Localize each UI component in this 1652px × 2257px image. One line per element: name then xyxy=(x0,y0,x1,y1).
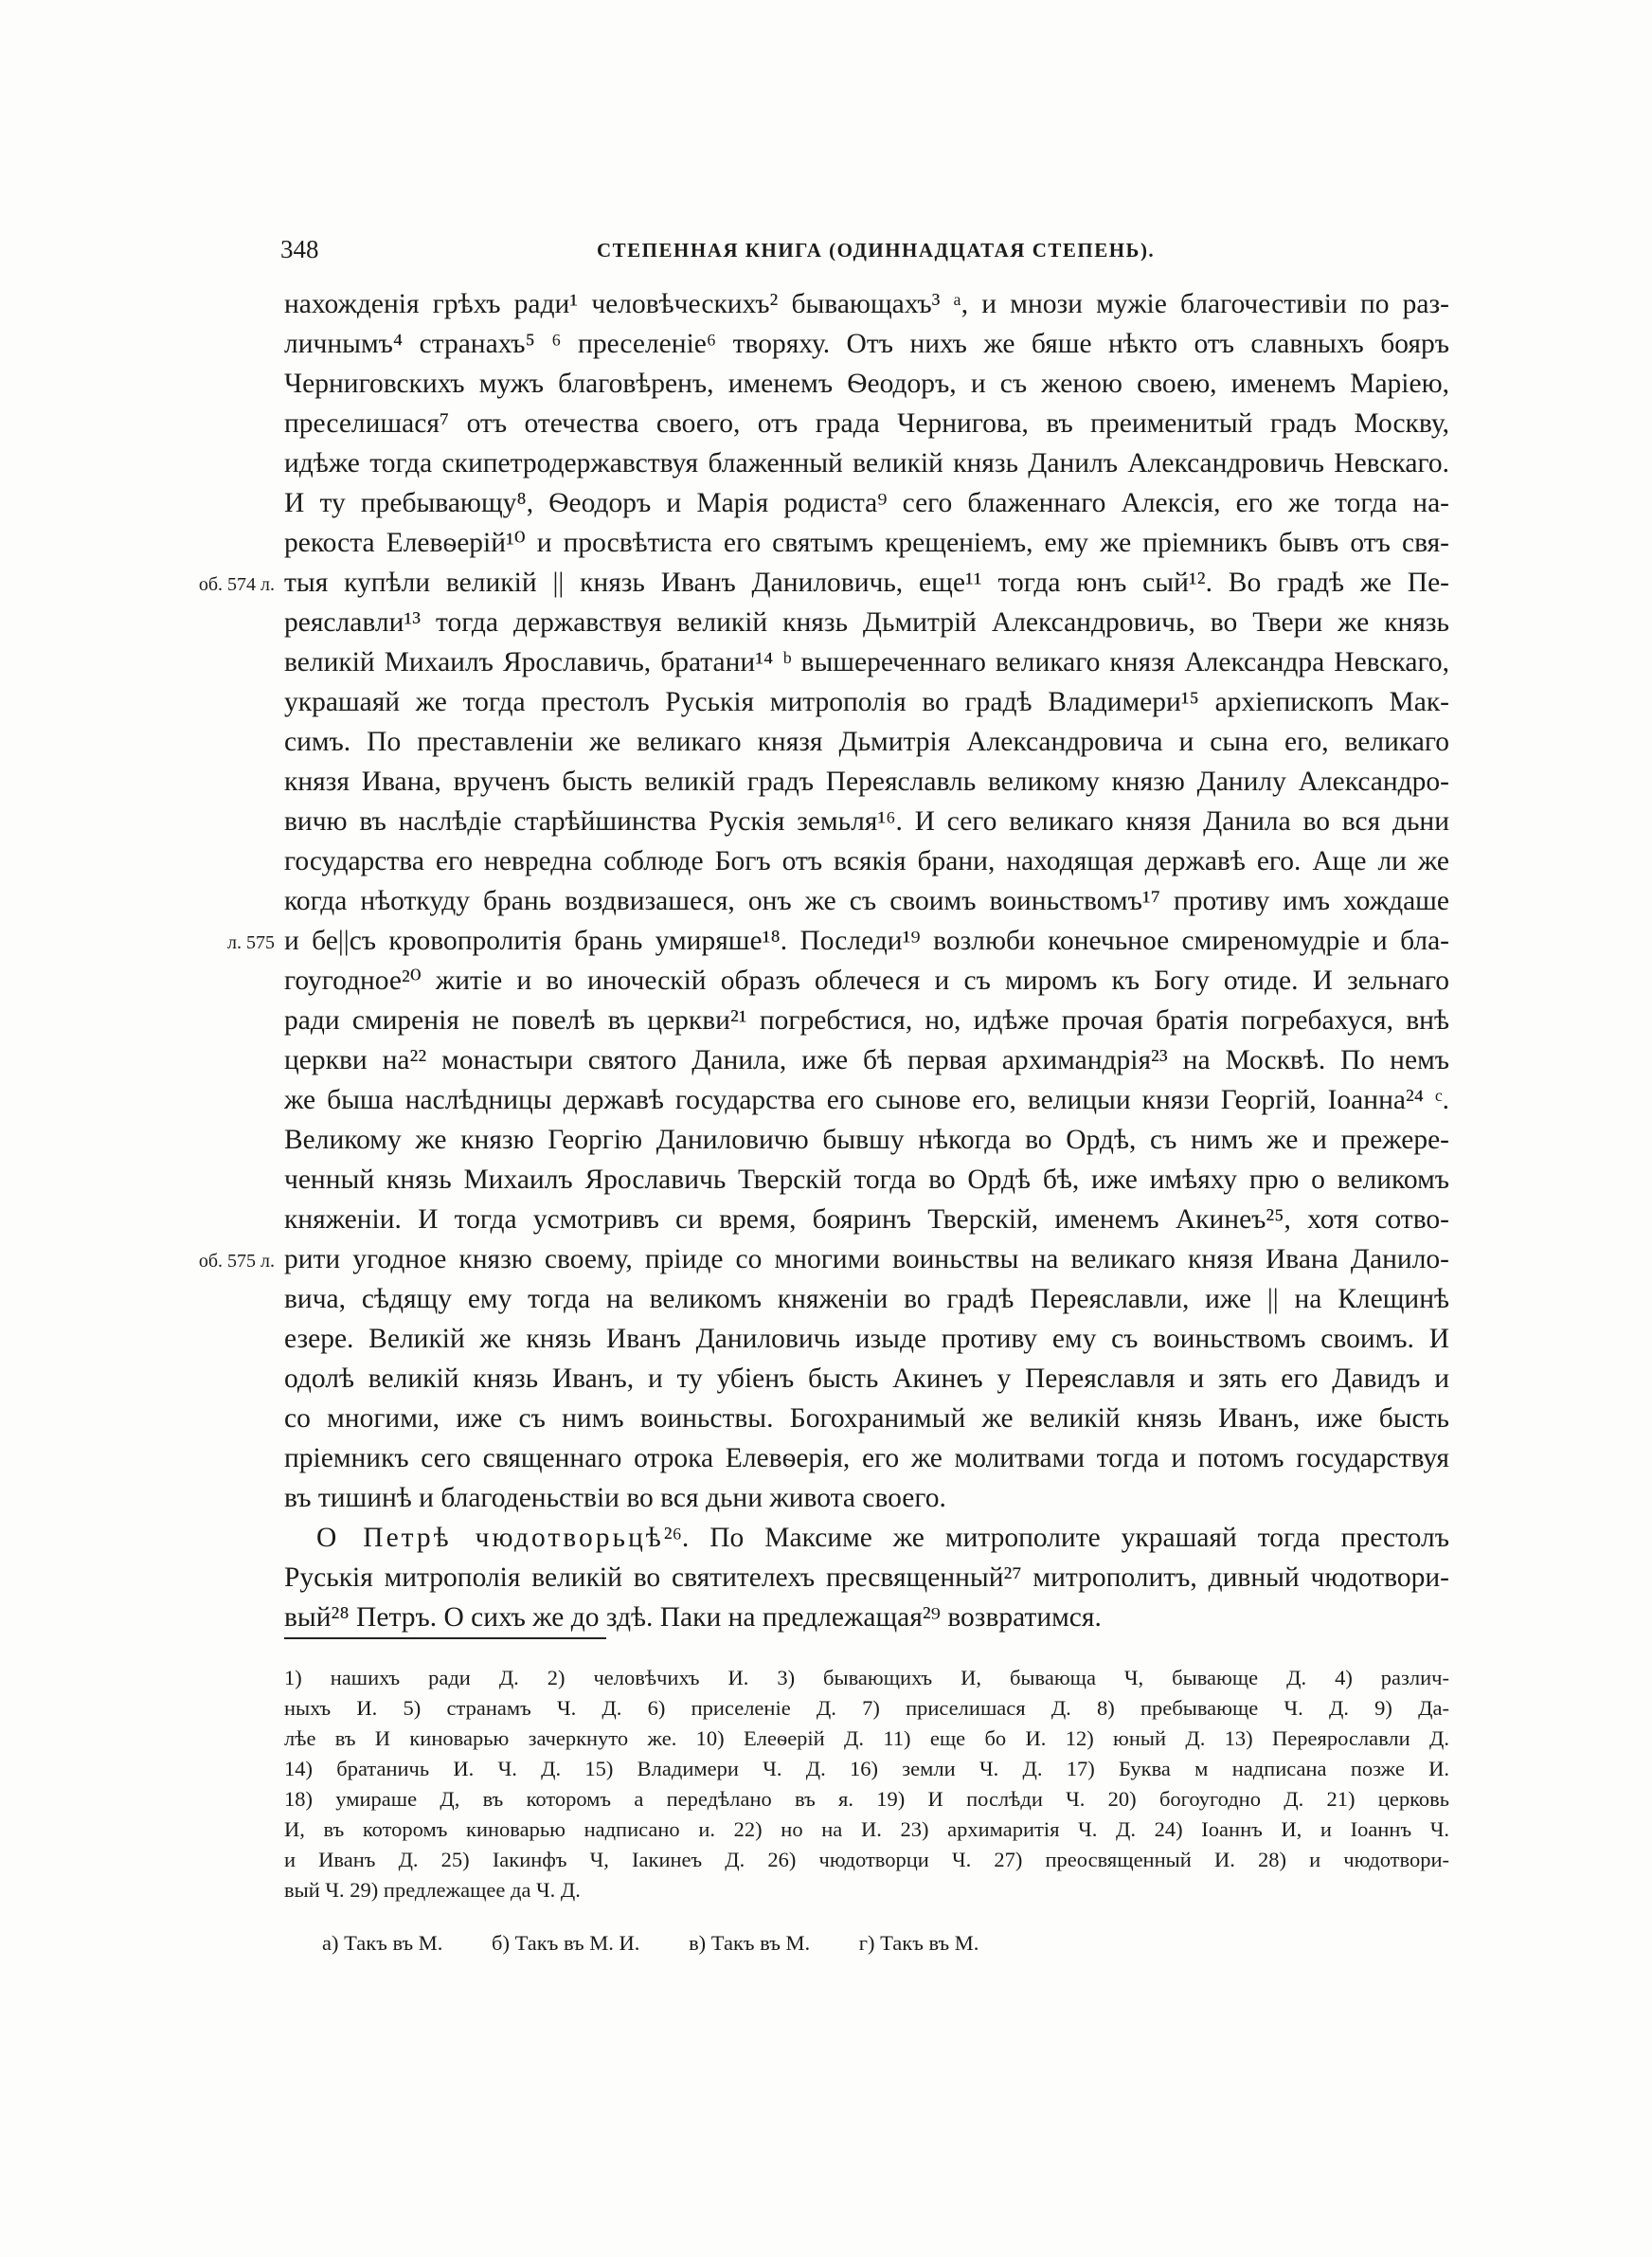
text-line: езере. Великій же князь Иванъ Даниловичь изыде противу ему съ воиньствомъ своимъ. И xyxy=(284,1324,1449,1354)
text-line: рекоста Елевѳерій¹⁰ и просвѣтиста его святымъ крещеніемъ, ему же пріемникъ бывъ отъ свя- xyxy=(284,528,1449,558)
section-heading: О Петрѣ чюдотворьцѣ xyxy=(316,1523,664,1553)
text-line: украшаяй же тогда престолъ Руськія митрополія во градѣ Владимери¹⁵ архіепископъ Мак- xyxy=(284,687,1449,717)
margin-note-575: л. 575 xyxy=(227,932,275,953)
editorial-note: б) Такъ въ М. И. xyxy=(492,1931,640,1955)
text-line: идѣже тогда скипетродержавствуя блаженный великій князь Данилъ Александровичь Невскаго. xyxy=(284,448,1449,478)
footnote-line: 1) нашихъ ради Д. 2) человѣчихъ И. 3) бывающихъ И, бывающа Ч, бывающе Д. 4) различ- xyxy=(284,1666,1449,1689)
text-line: личнымъ⁴ странахъ⁵ ⁶ преселеніе⁶ творяху. Отъ нихъ же бяше нѣкто отъ славныхъ бояръ xyxy=(284,329,1449,359)
footnote-line: 18) умираше Д, въ которомъ а передѣлано въ я. 19) И послѣди Ч. 20) богоугодно Д. 21) церковь xyxy=(284,1787,1449,1811)
text-line: вичю въ наслѣдіе старѣйшинства Рускія земьля¹⁶. И сего великаго князя Данила во вся дьни xyxy=(284,806,1449,837)
text-line: государства его невредна соблюде Богъ отъ всякія брани, находящая державѣ его. Аще ли же xyxy=(284,846,1449,876)
text-line: ради смиренія не повелѣ въ церкви²¹ погребстися, но, идѣже прочая братія погребахуся, внѣ xyxy=(284,1005,1449,1036)
section-line-rest: ²⁶. По Максиме же митрополите украшаяй тогда престолъ xyxy=(663,1523,1449,1553)
running-header: СТЕПЕННАЯ КНИГА (ОДИННАДЦАТАЯ СТЕПЕНЬ). xyxy=(597,239,1156,262)
footnote-rule xyxy=(284,1637,606,1639)
text-line: Руськія митрополія великій во святителехъ пресвященный²⁷ митрополитъ, дивный чюдотвори- xyxy=(284,1562,1449,1593)
text-line: княженіи. И тогда усмотривъ си время, бояринъ Тверскій, именемъ Акинеъ²⁵, хотя сотво- xyxy=(284,1204,1449,1235)
text-line: когда нѣоткуду брань воздвизашеся, онъ же съ своимъ воиньствомъ¹⁷ противу имъ хождаше xyxy=(284,886,1449,916)
editorial-notes xyxy=(322,1931,1022,1956)
text-line: реяславли¹³ тогда державствуя великій князь Дьмитрій Александровичь, во Твери же князь xyxy=(284,607,1449,638)
text-line: въ тишинѣ и благоденьствіи во вся дьни живота своего. xyxy=(284,1483,946,1513)
text-line: И ту пребывающу⁸, Ѳеодоръ и Марія родиста⁹ сего блаженнаго Алексія, его же тогда на- xyxy=(284,488,1449,518)
footnote-line: и Иванъ Д. 25) Іакинфъ Ч, Іакинеъ Д. 26) чюдотворци Ч. 27) преосвященный И. 28) и чюдотвори- xyxy=(284,1848,1449,1871)
footnotes xyxy=(284,1663,1449,1905)
text-line: преселишася⁷ отъ отечества своего, отъ града Чернигова, въ преименитый градъ Москву, xyxy=(284,408,1449,439)
text-line: пріемникъ сего священнаго отрока Елевѳерія, его же молитвами тогда и потомъ государствуя xyxy=(284,1443,1449,1473)
editorial-note: г) Такъ въ М. xyxy=(858,1931,979,1955)
page-number: 348 xyxy=(280,235,319,263)
editorial-note: а) Такъ въ М. xyxy=(322,1931,443,1955)
footnote-line: лѣе въ И киноварью зачеркнуто же. 10) Елеѳерій Д. 11) еще бо И. 12) юный Д. 13) Переярославли Д. xyxy=(284,1726,1449,1750)
text-line: Великому же князю Георгію Даниловичю бывшу нѣкогда во Ордѣ, съ нимъ же и прежере- xyxy=(284,1125,1449,1155)
text-line: Черниговскихъ мужъ благовѣренъ, именемъ Ѳеодоръ, и съ женою своею, именемъ Маріею, xyxy=(284,369,1449,399)
margin-note-574v: об. 574 л. xyxy=(198,574,275,595)
text-line: тыя купѣли великій || князь Иванъ Даниловичь, еще¹¹ тогда юнъ сый¹². Во градѣ же Пе- xyxy=(284,568,1449,598)
text-line: же быша наслѣдницы державѣ государства его сынове его, велицыи князи Георгій, Іоанна²⁴ ᶜ. xyxy=(284,1085,1449,1115)
footnote-line: 14) братаничь И. Ч. Д. 15) Владимери Ч. Д. 16) земли Ч. Д. 17) Буква м надписана позже И. xyxy=(284,1757,1449,1780)
text-line: вича, сѣдящу ему тогда на великомъ княженіи во градѣ Переяславли, иже || на Клещинѣ xyxy=(284,1284,1449,1314)
text-line: великій Михаилъ Ярославичь, братани¹⁴ ᵇ вышереченнаго великаго князя Александра Невскаго, xyxy=(284,647,1449,677)
section-first-line xyxy=(284,1518,1449,1558)
text-line: со многими, иже съ нимъ воиньствы. Богохранимый же великій князь Иванъ, иже бысть xyxy=(284,1403,1449,1434)
text-line: и бе||съ кровопролитія брань умиряше¹⁸. Последи¹⁹ возлюби конечьное смиреномудріе и бла- xyxy=(284,926,1449,956)
text-line: вый²⁸ Петръ. О сихъ же до здѣ. Паки на предлежащая²⁹ возвратимся. xyxy=(284,1602,1102,1633)
main-text xyxy=(284,284,1449,1637)
text-line: симъ. По преставленіи же великаго князя Дьмитрія Александровича и сына его, великаго xyxy=(284,727,1449,757)
text-line: ченный князь Михаилъ Ярославичь Тверскій тогда во Ордѣ бѣ, иже имѣяху прю о великомъ xyxy=(284,1165,1449,1195)
text-line: рити угодное князю своему, пріиде со многими воиньствы на великаго князя Ивана Данило- xyxy=(284,1244,1449,1274)
footnote-line: ныхъ И. 5) странамъ Ч. Д. 6) приселеніе Д. 7) приселишася Д. 8) пребывающе Ч. Д. 9) Да- xyxy=(284,1696,1449,1720)
footnote-line: И, въ которомъ киноварью надписано и. 22) но на И. 23) архимаритія Ч. Д. 24) Іоаннъ И, и Іоаннъ Ч. xyxy=(284,1817,1449,1841)
text-line: нахожденія грѣхъ ради¹ человѣческихъ² бывающахъ³ ᵃ, и мнози мужіе благочестивіи по раз- xyxy=(284,289,1449,319)
text-line: одолѣ великій князь Иванъ, и ту убіенъ бысть Акинеъ у Переяславля и зять его Давидъ и xyxy=(284,1363,1449,1394)
footnote-line: вый Ч. 29) предлежащее да Ч. Д. xyxy=(284,1878,581,1902)
text-line: церкви на²² монастыри святого Данила, иже бѣ первая архимандрія²³ на Москвѣ. По немъ xyxy=(284,1045,1449,1075)
text-line: князя Ивана, врученъ бысть великій градъ Переяславль великому князю Данилу Александро- xyxy=(284,767,1449,797)
editorial-note: в) Такъ въ М. xyxy=(689,1931,811,1955)
text-line: гоугодное²⁰ житіе и во иноческій образъ облечеся и съ миромъ къ Богу отиде. И зельнаго xyxy=(284,966,1449,996)
margin-note-575v: об. 575 л. xyxy=(198,1251,275,1272)
